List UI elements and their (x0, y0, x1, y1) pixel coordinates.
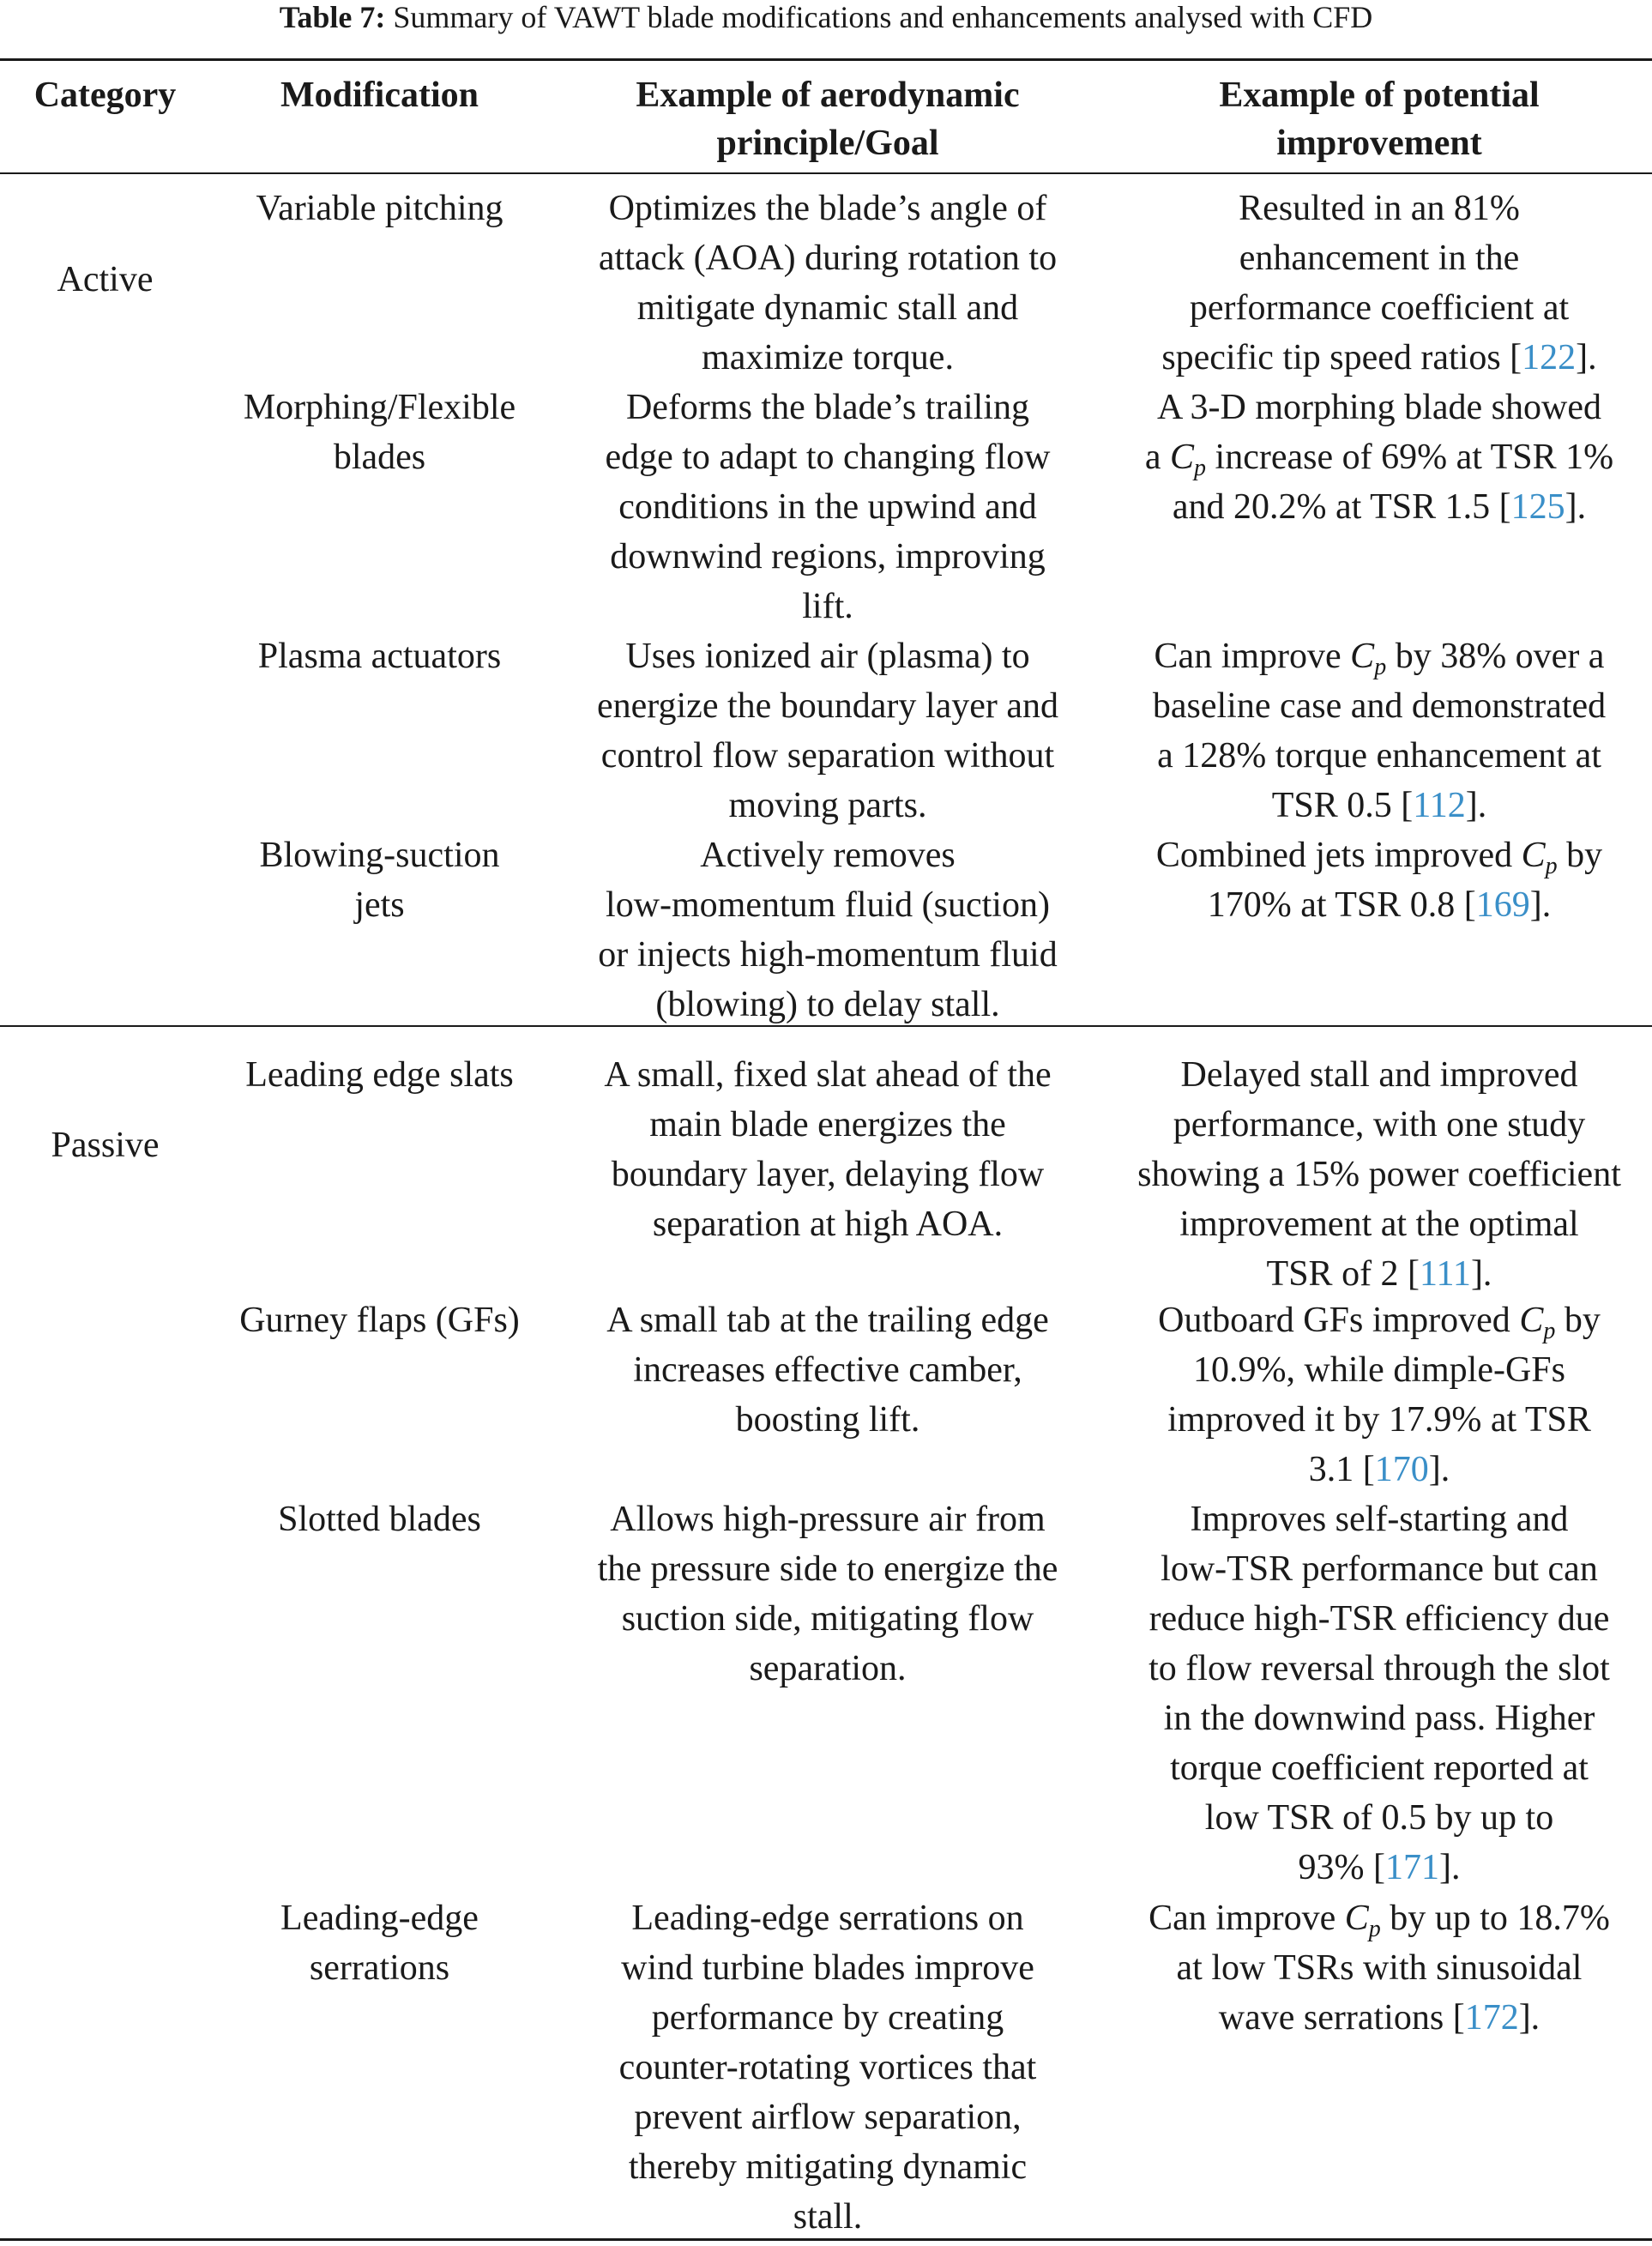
reference-link[interactable]: 111 (1420, 1254, 1471, 1294)
modification-line: Blowing-suction (259, 836, 500, 875)
header-modification (210, 71, 549, 119)
principle-line: performance by creating (651, 1998, 1004, 2038)
category-active (0, 255, 210, 305)
reference-link[interactable]: 169 (1475, 885, 1530, 925)
improvement-line: torque coefficient reported at (1170, 1748, 1589, 1788)
principle-cell (549, 1295, 1106, 1445)
principle-line: thereby mitigating dynamic (628, 2147, 1028, 2187)
principle-line: conditions in the upwind and (618, 487, 1037, 527)
modification-line: serrations (309, 1948, 450, 1988)
modification-cell (210, 1295, 549, 1345)
improvement-line: Can improve $C_p$ by up to 18.7% (1149, 1899, 1610, 1942)
principle-line: (blowing) to delay stall. (655, 985, 1000, 1024)
category-label: Passive (51, 1126, 160, 1165)
principle-line: control flow separation without (600, 736, 1055, 776)
improvement-line: enhancement in the (1239, 238, 1520, 278)
category-label: Active (57, 260, 154, 299)
principle-line: wind turbine blades improve (621, 1948, 1034, 1988)
improvement-cell (1106, 1295, 1652, 1494)
improvement-line: and 20.2% at TSR 1.5 [125]. (1172, 487, 1587, 527)
improvement-line: TSR 0.5 [112]. (1271, 786, 1487, 825)
principle-line: the pressure side to energize the (597, 1549, 1058, 1589)
modification-cell (210, 1494, 549, 1544)
principle-line: A small, fixed slat ahead of the (604, 1055, 1052, 1095)
reference-link[interactable]: 122 (1522, 338, 1577, 377)
improvement-line: baseline case and demonstrated (1152, 686, 1607, 726)
improvement-cell (1106, 1050, 1652, 1299)
principle-line: stall. (793, 2197, 863, 2237)
modification-cell (210, 383, 549, 482)
improvement-line: Improves self-starting and (1190, 1500, 1569, 1539)
principle-line: Allows high-pressure air from (610, 1500, 1046, 1539)
improvement-cell (1106, 1893, 1652, 2043)
header-category-text: Category (33, 75, 177, 115)
improvement-line: at low TSRs with sinusoidal (1176, 1948, 1583, 1988)
principle-line: Actively removes (700, 836, 956, 875)
category-passive (0, 1120, 210, 1170)
improvement-cell (1106, 383, 1652, 532)
improvement-line: A 3-D morphing blade showed (1157, 388, 1601, 427)
improvement-line: 93% [171]. (1298, 1848, 1461, 1887)
modification-line: Gurney flaps (GFs) (239, 1301, 520, 1340)
modification-line: Plasma actuators (257, 637, 502, 676)
reference-link[interactable]: 172 (1464, 1998, 1519, 2038)
reference-link[interactable]: 170 (1374, 1450, 1429, 1489)
modification-line: blades (333, 438, 426, 477)
improvement-line: Combined jets improved $C_p$ by (1155, 836, 1603, 879)
improvement-line: Can improve $C_p$ by 38% over a (1154, 637, 1605, 680)
improvement-line: improved it by 17.9% at TSR (1167, 1400, 1591, 1440)
principle-line: energize the boundary layer and (597, 686, 1058, 726)
reference-link[interactable]: 125 (1510, 487, 1565, 527)
principle-line: or injects high-momentum fluid (598, 935, 1058, 975)
improvement-cell (1106, 631, 1652, 830)
table-top-rule (0, 58, 1652, 61)
header-improvement (1106, 71, 1652, 167)
header-modification-text: Modification (280, 75, 479, 115)
modification-line: Variable pitching (256, 189, 503, 228)
table-caption-label: Table 7: (279, 0, 386, 34)
principle-line: moving parts. (728, 786, 927, 825)
modification-cell (210, 1893, 549, 1993)
modification-line: Leading-edge (280, 1899, 479, 1938)
improvement-line: a 128% torque enhancement at (1157, 736, 1601, 776)
header-principle-line: principle/Goal (716, 124, 939, 163)
principle-line: boosting lift. (735, 1400, 920, 1440)
improvement-line: specific tip speed ratios [122]. (1161, 338, 1597, 377)
principle-line: Uses ionized air (plasma) to (625, 637, 1030, 676)
improvement-line: wave serrations [172]. (1218, 1998, 1540, 2038)
header-bottom-rule (0, 172, 1652, 174)
principle-line: Deforms the blade’s trailing (625, 388, 1030, 427)
improvement-line: Delayed stall and improved (1180, 1055, 1578, 1095)
principle-cell (549, 383, 1106, 631)
principle-cell (549, 830, 1106, 1029)
modification-cell (210, 1050, 549, 1100)
header-improvement-line: improvement (1276, 124, 1482, 163)
principle-cell (549, 1893, 1106, 2242)
principle-line: mitigate dynamic stall and (636, 288, 1019, 328)
improvement-line: a $C_p$ increase of 69% at TSR 1% (1144, 438, 1614, 481)
modification-line: Morphing/Flexible (243, 388, 516, 427)
principle-line: low-momentum fluid (suction) (606, 885, 1050, 925)
improvement-line: 10.9%, while dimple-GFs (1193, 1350, 1565, 1390)
header-principle-line: Example of aerodynamic (636, 75, 1020, 115)
cp-symbol: $C_p$ (1521, 836, 1558, 879)
principle-cell (549, 184, 1106, 383)
improvement-line: Outboard GFs improved $C_p$ by (1158, 1301, 1601, 1344)
principle-line: boundary layer, delaying flow (611, 1155, 1045, 1194)
principle-line: lift. (802, 587, 853, 626)
principle-line: downwind regions, improving (610, 537, 1046, 577)
improvement-line: to flow reversal through the slot (1149, 1649, 1610, 1688)
table-caption (0, 0, 1652, 34)
improvement-cell (1106, 184, 1652, 383)
improvement-line: Resulted in an 81% (1239, 189, 1520, 228)
improvement-cell (1106, 830, 1652, 930)
header-category (0, 71, 210, 119)
header-principle (549, 71, 1106, 167)
improvement-line: reduce high-TSR efficiency due (1149, 1599, 1610, 1639)
cp-symbol: $C_p$ (1344, 1899, 1381, 1942)
modification-line: Slotted blades (278, 1500, 481, 1539)
principle-cell (549, 1494, 1106, 1694)
improvement-line: TSR of 2 [111]. (1266, 1254, 1492, 1294)
improvement-line: in the downwind pass. Higher (1163, 1699, 1595, 1738)
header-improvement-line: Example of potential (1219, 75, 1540, 115)
modification-cell (210, 830, 549, 930)
principle-line: increases effective camber, (633, 1350, 1022, 1390)
principle-cell (549, 1050, 1106, 1249)
reference-link[interactable]: 171 (1384, 1848, 1439, 1887)
improvement-line: 3.1 [170]. (1308, 1450, 1450, 1489)
principle-line: attack (AOA) during rotation to (598, 238, 1058, 278)
principle-line: suction side, mitigating flow (621, 1599, 1034, 1639)
improvement-line: low TSR of 0.5 by up to (1204, 1798, 1554, 1838)
principle-line: Optimizes the blade’s angle of (608, 189, 1047, 228)
principle-line: maximize torque. (702, 338, 954, 377)
principle-line: counter-rotating vortices that (618, 2048, 1037, 2087)
principle-line: edge to adapt to changing flow (605, 438, 1051, 477)
principle-line: A small tab at the trailing edge (606, 1301, 1049, 1340)
cp-symbol: $C_p$ (1170, 438, 1207, 481)
improvement-line: performance, with one study (1173, 1105, 1586, 1144)
modification-cell (210, 631, 549, 681)
principle-line: main blade energizes the (649, 1105, 1006, 1144)
improvement-line: 170% at TSR 0.8 [169]. (1207, 885, 1552, 925)
cp-symbol: $C_p$ (1519, 1301, 1556, 1344)
modification-cell (210, 184, 549, 233)
improvement-cell (1106, 1494, 1652, 1893)
principle-line: prevent airflow separation, (634, 2098, 1022, 2137)
principle-line: Leading-edge serrations on (631, 1899, 1024, 1938)
improvement-line: improvement at the optimal (1179, 1205, 1579, 1244)
principle-cell (549, 631, 1106, 830)
improvement-line: performance coefficient at (1189, 288, 1570, 328)
modification-line: jets (354, 885, 405, 925)
improvement-line: showing a 15% power coefficient (1137, 1155, 1621, 1194)
principle-line: separation at high AOA. (652, 1205, 1004, 1244)
improvement-line: low-TSR performance but can (1161, 1549, 1598, 1589)
reference-link[interactable]: 112 (1413, 786, 1466, 825)
cp-symbol: $C_p$ (1350, 637, 1387, 680)
table-caption-text: Summary of VAWT blade modifications and enhancements analysed with CFD (385, 0, 1373, 34)
principle-line: separation. (749, 1649, 907, 1688)
modification-line: Leading edge slats (245, 1055, 514, 1095)
